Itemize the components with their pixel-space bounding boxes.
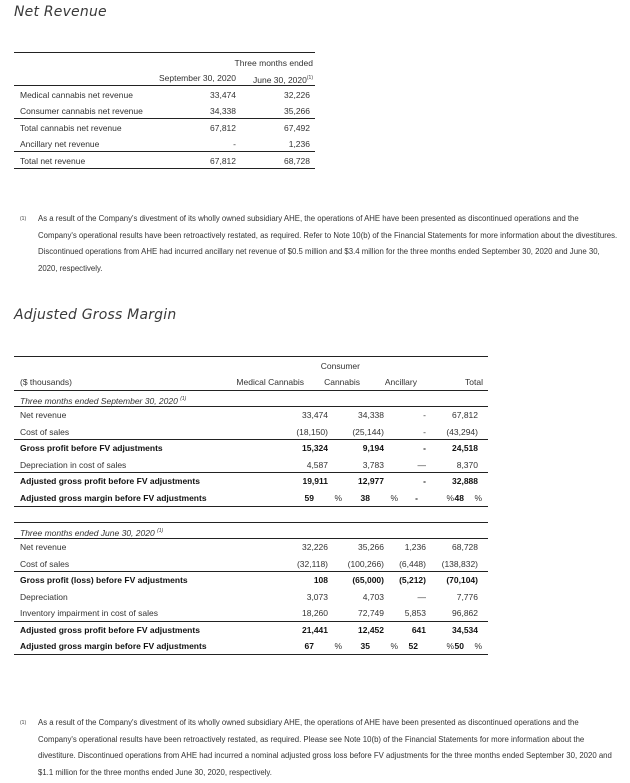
column-header: Consumer <box>320 361 360 371</box>
table-row <box>14 638 488 654</box>
row-label: Net revenue <box>20 542 67 552</box>
cell-value: 12,977 <box>358 476 384 486</box>
section-title-row <box>14 523 488 539</box>
cell-value: 96,862 <box>452 608 478 618</box>
table-row <box>14 136 315 152</box>
cell-value: 67,812 <box>210 123 236 133</box>
table-row <box>14 153 315 169</box>
row-label: Gross profit before FV adjustments <box>20 443 163 453</box>
cell-value: 8,370 <box>456 459 478 470</box>
row-label: Inventory impairment in cost of sales <box>20 608 158 618</box>
cell-value: (43,294) <box>446 426 478 437</box>
cell-value: 35,266 <box>358 542 384 552</box>
table-row <box>14 87 315 103</box>
row-label: Gross profit (loss) before FV adjustments <box>20 575 188 585</box>
table-row <box>14 572 488 588</box>
table-row <box>14 120 315 136</box>
cell-value: 32,888 <box>452 476 478 486</box>
table-row <box>14 424 488 440</box>
cell-value: - <box>423 443 426 453</box>
cell-value: 4,587 <box>306 459 328 470</box>
section-title-row <box>14 391 488 407</box>
adjusted-gross-margin-footnote <box>20 715 620 783</box>
cell-value: 641 <box>411 624 426 635</box>
cell-value: (18,150) <box>296 426 328 437</box>
cell-value: (25,144) <box>352 426 384 437</box>
table-row <box>14 103 315 119</box>
row-label: Depreciation <box>20 591 68 602</box>
column-header: Total <box>465 377 483 387</box>
cell-value: - <box>233 139 236 149</box>
row-label: Adjusted gross margin before FV adjustments <box>20 492 207 503</box>
adjusted-gross-margin-table <box>14 356 488 658</box>
footnote-ref: (1) <box>306 75 313 81</box>
row-label: Cost of sales <box>20 558 70 569</box>
section-title-text: Three months ended June 30, 2020 <box>20 528 155 538</box>
cell-value: 38 <box>360 492 370 503</box>
cell-value: 67,492 <box>284 123 310 133</box>
cell-value: 35 <box>360 641 370 651</box>
table-row <box>14 605 488 621</box>
cell-value: (70,104) <box>446 575 478 585</box>
table-row <box>14 589 488 605</box>
row-label: Depreciation in cost of sales <box>20 459 127 470</box>
cell-value: 24,518 <box>452 443 478 453</box>
cell-value: 68,728 <box>284 156 310 166</box>
percent-sign: % <box>390 492 398 503</box>
cell-value: 33,474 <box>302 410 328 420</box>
divider <box>14 506 488 507</box>
cell-value: 19,911 <box>302 476 328 486</box>
percent-sign: % <box>334 492 342 503</box>
table-row <box>14 539 488 555</box>
group-header: Three months ended <box>234 58 313 68</box>
net-revenue-heading: Net Revenue <box>14 4 107 20</box>
adjusted-gross-margin-heading: Adjusted Gross Margin <box>14 307 177 323</box>
cell-value: 68,728 <box>452 542 478 552</box>
column-header: Medical Cannabis <box>236 377 304 387</box>
cell-value: (6,448) <box>399 558 426 569</box>
percent-sign: % <box>446 492 454 503</box>
table-row <box>14 556 488 572</box>
percent-sign: % <box>474 641 482 651</box>
footnote-text: As a result of the Company's divestment of its wholly owned subsidiary AHE, the operations of AHE have been presented as discontinued operations and the Company's operational results have been retroactively restated, as required. Refer to Note 10(b) of the Financial Statements for more information about the divestitures. Discontinued operations from AHE had incurred ancillary net revenue of $0.5 million and $3.4 million for the three months ended September 30, 2020 and June 30, 2020, respectively. <box>38 214 618 273</box>
cell-value: — <box>417 459 426 470</box>
column-header-text: June 30, 2020 <box>252 75 307 85</box>
table-row <box>14 440 488 456</box>
cell-value: 67 <box>304 641 314 651</box>
footnote-mark: (1) <box>20 720 27 726</box>
cell-value: 48 <box>454 492 464 503</box>
column-header: Ancillary <box>384 377 417 387</box>
table-row <box>14 407 488 423</box>
divider <box>14 356 488 357</box>
row-label: Ancillary net revenue <box>20 139 100 149</box>
row-label: Adjusted gross profit before FV adjustments <box>20 624 200 635</box>
divider <box>14 654 488 655</box>
cell-value: 67,812 <box>210 156 236 166</box>
cell-value: — <box>417 591 426 602</box>
cell-value: 59 <box>304 492 314 503</box>
cell-value: 1,236 <box>288 139 310 149</box>
cell-value: - <box>423 476 426 486</box>
table-header-group <box>14 55 315 71</box>
cell-value: 9,194 <box>362 443 384 453</box>
net-revenue-table <box>14 52 315 172</box>
percent-sign: % <box>390 641 398 651</box>
column-header: September 30, 2020 <box>158 73 236 83</box>
column-header: Cannabis <box>324 377 360 387</box>
table-row <box>14 473 488 489</box>
row-label: Adjusted gross profit before FV adjustments <box>20 476 200 486</box>
divider <box>14 85 315 86</box>
divider <box>14 52 315 53</box>
row-label: Consumer cannabis net revenue <box>20 106 143 116</box>
section-title-text: Three months ended September 30, 2020 <box>20 396 178 406</box>
row-label: Adjusted gross margin before FV adjustments <box>20 641 207 651</box>
table-row <box>14 490 488 506</box>
footnote-mark: (1) <box>20 216 27 222</box>
footnote-ref: (1) <box>157 528 164 534</box>
percent-sign: % <box>334 641 342 651</box>
cell-value: 15,324 <box>302 443 328 453</box>
cell-value: 18,260 <box>302 608 328 618</box>
cell-value: 108 <box>313 575 328 585</box>
cell-value: 72,749 <box>358 608 384 618</box>
row-label: Net revenue <box>20 410 67 420</box>
percent-sign: % <box>474 492 482 503</box>
row-label: Cost of sales <box>20 426 70 437</box>
table-row <box>14 622 488 638</box>
unit-label: ($ thousands) <box>20 377 72 387</box>
cell-value: (32,118) <box>296 558 328 569</box>
cell-value: 52 <box>408 641 418 651</box>
table-row <box>14 457 488 473</box>
cell-value: 7,776 <box>456 591 478 602</box>
cell-value: (65,000) <box>352 575 384 585</box>
table-header-row <box>14 374 488 390</box>
cell-value: 34,534 <box>452 624 478 635</box>
row-label: Total net revenue <box>20 156 86 166</box>
cell-value: 1,236 <box>404 542 426 552</box>
cell-value: 35,266 <box>284 106 310 116</box>
cell-value: 67,812 <box>452 410 478 420</box>
cell-value: 12,452 <box>358 624 384 635</box>
cell-value: 3,073 <box>306 591 328 602</box>
divider <box>14 118 315 119</box>
percent-sign: % <box>446 641 454 651</box>
cell-value: 32,226 <box>284 90 310 100</box>
cell-value: 4,703 <box>362 591 384 602</box>
cell-value: 5,853 <box>404 608 426 618</box>
footnote-ref: (1) <box>180 396 187 402</box>
cell-value: (138,832) <box>441 558 478 569</box>
cell-value: (5,212) <box>399 575 426 585</box>
row-label: Total cannabis net revenue <box>20 123 122 133</box>
cell-value: 34,338 <box>210 106 236 116</box>
cell-value: 33,474 <box>210 90 236 100</box>
cell-value: 3,783 <box>362 459 384 470</box>
row-label: Medical cannabis net revenue <box>20 90 133 100</box>
net-revenue-footnote <box>20 211 620 281</box>
table-header-row <box>14 358 488 374</box>
cell-value: - <box>423 426 426 437</box>
cell-value: 21,441 <box>302 624 328 635</box>
cell-value: 34,338 <box>358 410 384 420</box>
cell-value: 50 <box>454 641 464 651</box>
divider <box>14 151 315 152</box>
cell-value: - <box>415 492 418 503</box>
table-header-row <box>14 70 315 86</box>
cell-value: 32,226 <box>302 542 328 552</box>
cell-value: - <box>423 410 426 420</box>
cell-value: (100,266) <box>347 558 384 569</box>
divider <box>14 168 315 169</box>
footnote-text: As a result of the Company's divestment of its wholly owned subsidiary AHE, the operations of AHE have been presented as discontinued operations and the Company's operational results have been retroactively restated, as required. Please see Note 10(b) of the Financial Statements for more information about the divestiture. Discontinued operations from AHE had incurred a nominal adjusted gross loss before FV adjustments for the three months ended September 30, 2020 and $1.1 million for the three months ended June 30, 2020, respectively. <box>38 718 612 777</box>
